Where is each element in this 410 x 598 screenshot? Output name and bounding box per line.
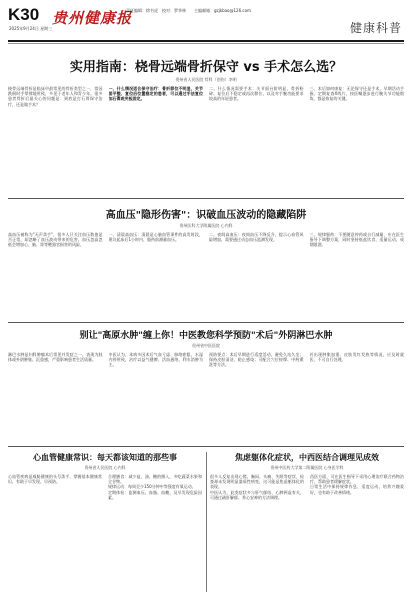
article-paragraph: 日常生活中保持规律作息、适度运动、培养兴趣爱好，也有助于改善情绪。	[310, 484, 404, 495]
article-paragraph: 桡骨远端骨折是临床中最常见的骨折类型之一，常因跌倒时手掌撑地所致，多见于老年人和青少年。很多患者骨折后最关心的问题是：到底是打石膏保守治疗，还是做手术？	[8, 86, 103, 107]
section-divider	[8, 446, 404, 447]
masthead	[8, 5, 404, 39]
article-paragraph: 中医认为，此类症状多与肝气郁结、心脾两虚有关，可通过疏肝解郁、养心安神的方法调理。	[210, 489, 304, 500]
article-paragraph: 一、什么情况适合保守治疗：骨折移位不明显、关节面平整、复位后位置稳定的患者，可以通过手法复位加石膏或夹板固定。	[108, 86, 203, 102]
article-byline: 贵州省人民医院 心内科	[84, 465, 126, 470]
article-byline: 贵州医科大学附属医院 心内科	[179, 223, 233, 228]
header-rule	[8, 40, 404, 42]
article-headline: 实用指南：桡骨远端骨折保守 vs 手术怎么选？	[69, 60, 343, 75]
section-divider	[8, 322, 404, 323]
article-paragraph: 三、术后如何康复：无论保守还是手术，早期活动手指、定期复查X线片、按医嘱逐步进行腕关节功能锻炼，都是恢复的关键。	[309, 86, 404, 102]
page-number: K30	[8, 5, 40, 24]
article-byline: 贵州省中医医院	[192, 343, 220, 348]
section-divider	[8, 198, 404, 199]
article-headline: 心血管健康常识：每天都该知道的那些事	[33, 453, 177, 462]
article-paragraph: 高血压被称为"无声杀手"，很多人只关注血压数值是否正常，却忽略了血压波动带来的危害。血压忽高忽低会增加心、脑、肾等靶器官损害的风险。	[8, 232, 103, 248]
article-paragraph: 很多人反复出现心慌、胸闷、头痛、失眠等症状，检查却未发现明显器质性病变，这可能是焦虑躯体化的表现。	[210, 474, 304, 490]
article-paragraph: 定期体检：监测血压、血脂、血糖，及早发现危险因素。	[108, 489, 202, 500]
article-headline: 高血压"隐形伤害"：识破血压波动的隐藏陷阱	[105, 210, 307, 221]
newspaper-logo: 贵州健康报	[52, 9, 133, 27]
issue-date: 2025年9月24日 星期三	[9, 26, 53, 31]
article-byline: 贵州省人民医院 骨科（创伤）李明	[175, 77, 237, 82]
article-cardio	[8, 452, 202, 598]
article-paragraph: 淋巴水肿是妇科肿瘤术后常见并发症之一，表现为肢体或外阴肿胀、沉重感，严重影响患者生活质量。	[8, 352, 103, 363]
article-anxiety	[210, 452, 404, 598]
article-lymphedema	[8, 328, 404, 454]
article-headline: 别让"高原水肿"缠上你！中医教您科学预防"术后"外阴淋巴水肿	[79, 331, 333, 341]
article-paragraph: 一、清晨高血压：清晨是心脑血管事件的高发时段，建议起床后1小时内、服药前测量血压。	[108, 232, 203, 243]
article-paragraph: 规律运动：每周至少150分钟中等强度有氧运动。	[108, 484, 196, 490]
header-rule-thin	[8, 43, 404, 44]
article-paragraph: 二、夜间高血压：夜间血压不降反升，提示心血管风险增加，需要通过动态血压监测发现。	[209, 232, 304, 243]
column-divider	[206, 452, 207, 592]
article-byline: 贵州中医药大学第二附属医院 心身医学科	[270, 465, 344, 470]
article-paragraph: 三、规律服药：不要随意停药或自行减量，应在医生指导下调整方案，同时坚持低盐饮食、适量运动、戒烟限酒。	[309, 232, 404, 248]
article-paragraph: 预防要点：术后早期进行适度活动，避免久站久坐；保持皮肤清洁，防止感染；可配合穴位按摩、中药熏洗等方法。	[209, 352, 304, 368]
article-paragraph: 心血管疾病是威胁健康的头号杀手，掌握基本健康常识，有助于早发现、早预防。	[8, 474, 102, 485]
article-paragraph: 合理膳食：减少盐、油、糖的摄入，多吃蔬菜水果和全谷物。	[108, 474, 202, 485]
article-paragraph: 中医认为，本病多因术后气血亏虚、脉络瘀阻、水湿内停所致，治疗以益气健脾、活血通络、利水消肿为主。	[108, 352, 203, 368]
article-fracture	[8, 56, 404, 198]
article-paragraph: 西医方面，可在医生指导下采用心理治疗联合药物治疗，帮助患者缓解症状。	[310, 474, 404, 485]
section-title: 健康科普	[349, 21, 402, 35]
article-headline: 焦虑躯体化症状，中西医结合调理见成效	[235, 453, 379, 462]
article-paragraph: 二、什么情况需要手术：关节面台阶明显、骨折粉碎、复位后不稳定或再次移位，以及对手腕功能要求较高的年轻患者。	[209, 86, 304, 102]
article-paragraph: 若出现肿胀加重、皮肤发红发热等情况，应及时就医，不可自行处理。	[309, 352, 404, 363]
editor-credits: 责任编辑：徐书虎 校对：罗华林 主编邮箱：gzjkbao@126.com	[126, 8, 251, 13]
article-hypertension	[8, 206, 404, 332]
